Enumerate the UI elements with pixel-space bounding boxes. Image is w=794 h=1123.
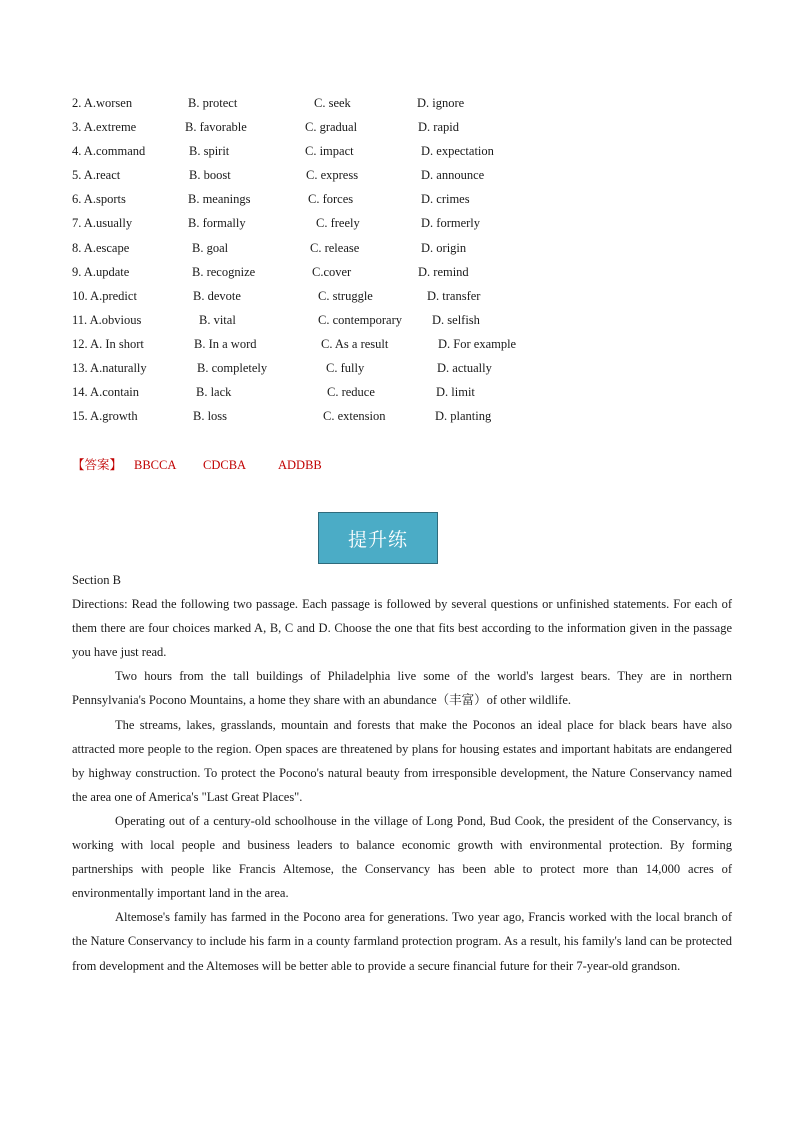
option-b: B. lack bbox=[196, 385, 232, 400]
option-b: B. protect bbox=[188, 96, 238, 110]
option-b: B. recognize bbox=[192, 264, 256, 279]
option-c: C. struggle bbox=[318, 288, 373, 303]
option-b: B. vital bbox=[199, 312, 236, 327]
question-option-row bbox=[72, 287, 712, 311]
option-d: D. expectation bbox=[421, 144, 494, 159]
option-a: 8. A.escape bbox=[72, 240, 130, 255]
question-option-row bbox=[72, 142, 712, 166]
passage-paragraph: Operating out of a century-old schoolhouse in the village of Long Pond, Bud Cook, the president of the Conservancy, is working with local people and business leaders to balance economic growth with environmental protection. By forming partnerships with people like Francis Altemose, the Conservancy has been able to protect more than 14,000 acres of environmentally important land in the area. bbox=[72, 813, 732, 901]
option-c: C. fully bbox=[326, 361, 365, 376]
question-option-row bbox=[72, 190, 712, 214]
option-a: 10. A.predict bbox=[72, 288, 137, 303]
option-a: 2. A.worsen bbox=[72, 96, 133, 110]
option-d: D. formerly bbox=[421, 216, 481, 231]
option-c: C.cover bbox=[312, 264, 352, 279]
answer-group: BBCCA bbox=[134, 458, 177, 472]
question-option-row bbox=[72, 214, 712, 238]
option-c: C. express bbox=[306, 168, 359, 183]
option-a: 6. A.sports bbox=[72, 192, 126, 207]
option-d: D. For example bbox=[438, 336, 517, 351]
option-a: 9. A.update bbox=[72, 264, 130, 279]
option-b: B. formally bbox=[188, 216, 246, 231]
practice-level-banner: 提升练 bbox=[318, 512, 438, 564]
option-b: B. goal bbox=[192, 240, 229, 255]
question-option-row bbox=[72, 263, 712, 287]
option-a: 15. A.growth bbox=[72, 409, 138, 424]
option-c: C. forces bbox=[308, 192, 354, 207]
question-option-row bbox=[72, 407, 712, 431]
option-b: B. devote bbox=[193, 288, 241, 303]
question-option-row bbox=[72, 335, 712, 359]
option-a: 11. A.obvious bbox=[72, 312, 142, 327]
question-option-row bbox=[72, 118, 712, 142]
option-c: C. release bbox=[310, 240, 360, 255]
question-option-row bbox=[72, 359, 712, 383]
option-a: 12. A. In short bbox=[72, 336, 144, 351]
passage-paragraph: Altemose's family has farmed in the Pocono area for generations. Two year ago, Francis worked with the local branch of the Nature Conservancy to include his farm in a county farmland protection program. As a result, his family's land can be protected from development and the Altemoses will be better able to provide a secure financial future for their 7-year-old grandson. bbox=[72, 910, 732, 973]
option-c: C. As a result bbox=[321, 336, 389, 351]
option-a: 14. A.contain bbox=[72, 385, 140, 400]
answer-group: CDCBA bbox=[203, 458, 247, 472]
option-d: D. announce bbox=[421, 168, 485, 183]
question-option-row bbox=[72, 383, 712, 407]
option-b: B. boost bbox=[189, 168, 231, 183]
vocabulary-options-list bbox=[72, 94, 712, 431]
passage-paragraph: The streams, lakes, grasslands, mountain and forests that make the Poconos an ideal place for black bears have also attracted more people to the region. Open spaces are threatened by plans for housing estates and important habitats are endangered by highway construction. To protect the Pocono's natural beauty from irresponsible development, the Nature Conservancy named the area one of America's "Last Great Places". bbox=[72, 717, 732, 804]
answer-group: ADDBB bbox=[278, 458, 322, 472]
option-d: D. actually bbox=[437, 361, 492, 376]
option-d: D. origin bbox=[421, 240, 467, 255]
question-option-row bbox=[72, 166, 712, 190]
answer-tag: 【答案】 bbox=[72, 458, 123, 472]
option-a: 5. A.react bbox=[72, 168, 121, 183]
question-option-row bbox=[72, 239, 712, 263]
question-option-row bbox=[72, 311, 712, 335]
option-c: C. gradual bbox=[305, 120, 358, 135]
section-title: Section B bbox=[72, 573, 121, 587]
option-c: C. extension bbox=[323, 409, 386, 424]
option-c: C. freely bbox=[316, 216, 360, 231]
option-b: B. favorable bbox=[185, 120, 247, 135]
option-b: B. In a word bbox=[194, 336, 257, 351]
option-b: B. completely bbox=[197, 361, 268, 376]
option-d: D. crimes bbox=[421, 192, 470, 207]
option-c: C. impact bbox=[305, 144, 354, 159]
option-b: B. meanings bbox=[188, 192, 251, 207]
option-d: D. planting bbox=[435, 409, 492, 424]
option-b: B. spirit bbox=[189, 144, 230, 159]
option-d: D. selfish bbox=[432, 312, 480, 327]
question-option-row bbox=[72, 94, 712, 118]
option-d: D. transfer bbox=[427, 288, 481, 303]
option-a: 4. A.command bbox=[72, 144, 146, 159]
option-c: C. contemporary bbox=[318, 312, 403, 327]
option-d: D. ignore bbox=[417, 96, 465, 110]
option-c: C. reduce bbox=[327, 385, 375, 400]
reading-section bbox=[72, 568, 732, 978]
option-d: D. rapid bbox=[418, 120, 459, 135]
passage-paragraph: Two hours from the tall buildings of Philadelphia live some of the world's largest bears. They are in northern Pennsylvania's Pocono Mountains, a home they share with an abundance（丰富）of other wildlife. bbox=[72, 669, 732, 708]
option-a: 13. A.naturally bbox=[72, 361, 147, 376]
answer-key bbox=[72, 456, 322, 474]
option-d: D. limit bbox=[436, 385, 475, 400]
option-b: B. loss bbox=[193, 409, 228, 424]
option-c: C. seek bbox=[314, 96, 351, 110]
option-a: 3. A.extreme bbox=[72, 120, 137, 135]
option-d: D. remind bbox=[418, 264, 469, 279]
section-directions: Directions: Read the following two passage. Each passage is followed by several questions or unfinished statements. For each of them there are four choices marked A, B, C and D. Choose the one that fits best according to the information given in the passage you have just read. bbox=[72, 597, 732, 660]
option-a: 7. A.usually bbox=[72, 216, 133, 231]
